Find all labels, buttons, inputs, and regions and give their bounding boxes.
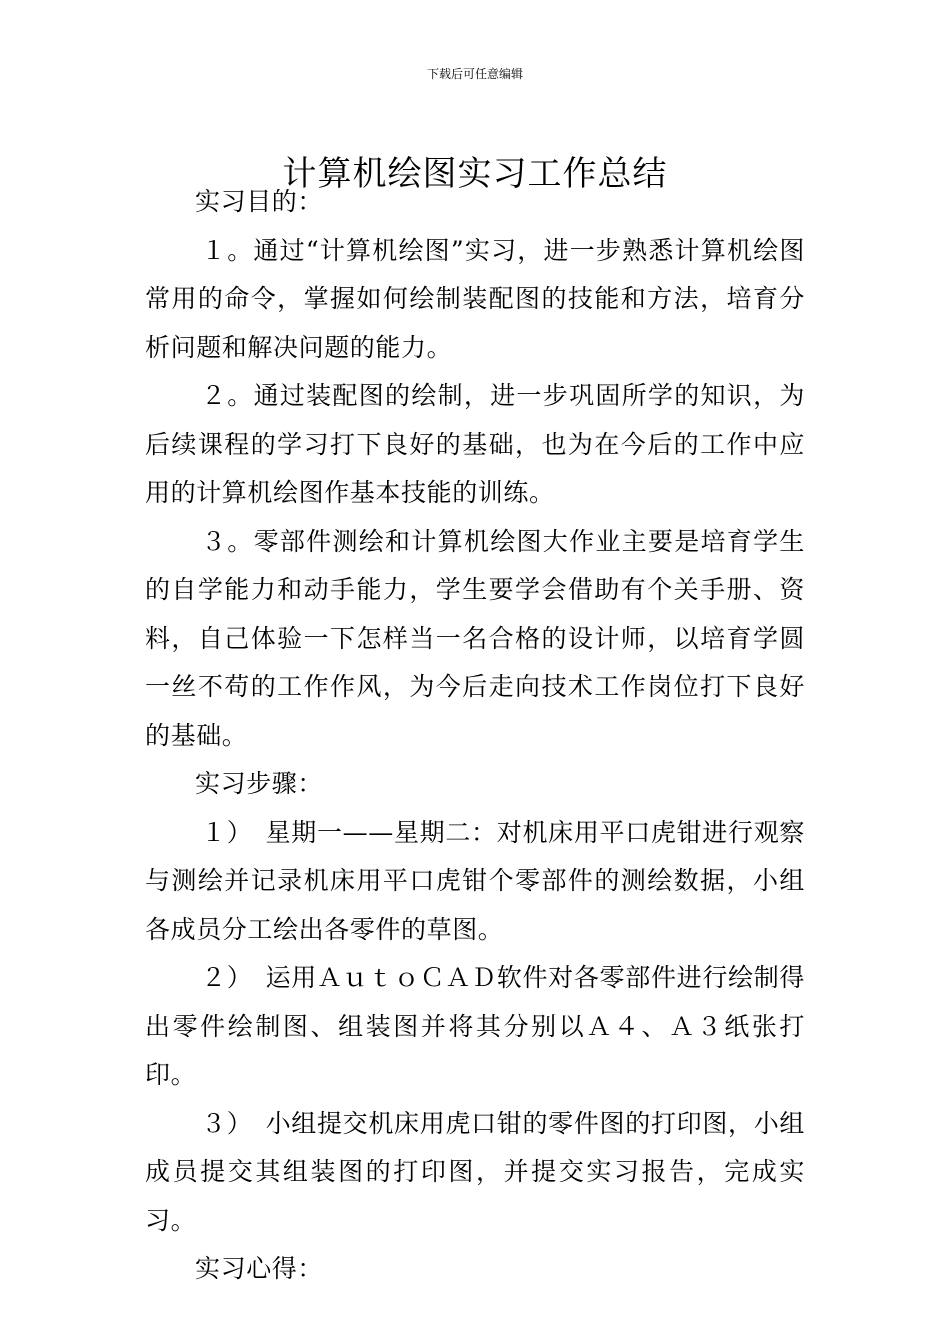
section-heading-experience: 实习心得： bbox=[195, 1254, 324, 1283]
steps-item-1: １） 星期一——星期二：对机床用平口虎钳进行观察与测绘并记录机床用平口虎钳个零部件的测绘数据，小组各成员分工绘出各零件的草图。 bbox=[145, 817, 805, 944]
purpose-item-2: ２。通过装配图的绘制，进一步巩固所学的知识，为后续课程的学习打下良好的基础，也为在今后的工作中应用的计算机绘图作基本技能的训练。 bbox=[145, 381, 805, 507]
purpose-item-1: １。通过“计算机绘图”实习，进一步熟悉计算机绘图常用的命令，掌握如何绘制装配图的技能和方法，培育分析问题和解决问题的能力。 bbox=[145, 235, 805, 362]
document-title: 计算机绘图实习工作总结 bbox=[282, 153, 668, 194]
header-note: 下载后可任意编辑 bbox=[426, 67, 523, 81]
section-heading-steps: 实习步骤： bbox=[195, 769, 324, 798]
document-body bbox=[145, 178, 805, 1294]
section-heading-purpose: 实习目的： bbox=[195, 187, 324, 216]
steps-item-2: ２） 运用ＡｕｔｏＣＡＤ软件对各零部件进行绘制得出零件绘制图、组装图并将其分别以Ａ４、Ａ３纸张打印。 bbox=[145, 963, 805, 1089]
steps-item-3: ３） 小组提交机床用虎口钳的零件图的打印图，小组成员提交其组装图的打印图，并提交实习报告，完成实习。 bbox=[145, 1108, 805, 1235]
purpose-item-3: ３。零部件测绘和计算机绘图大作业主要是培育学生的自学能力和动手能力，学生要学会借助有个关手册、资料，自己体验一下怎样当一名合格的设计师，以培育学圆一丝不苟的工作作风，为今后走向技术工作岗位打下良好的基础。 bbox=[145, 526, 805, 750]
